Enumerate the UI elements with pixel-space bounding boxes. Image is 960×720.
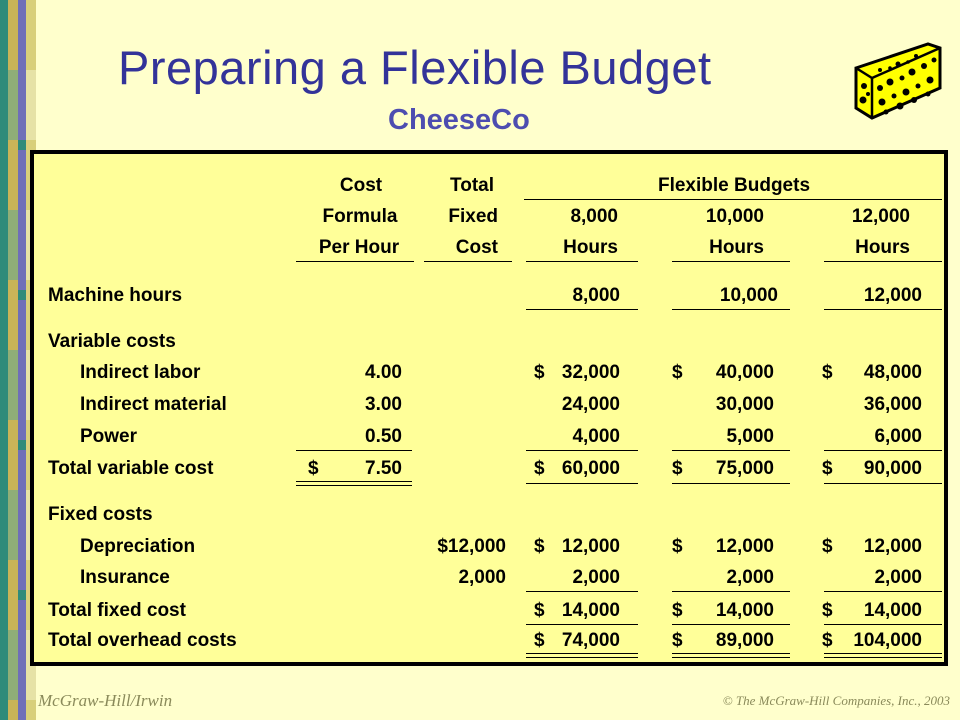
insurance-fixed: 2,000 — [458, 567, 506, 588]
total-overhead-12000: 104,000 — [853, 630, 922, 651]
row-label-total-fixed-cost: Total fixed cost — [48, 600, 186, 621]
header-col12-1: 12,000 — [851, 206, 910, 227]
total-overhead-double-underline — [526, 653, 638, 658]
indirect-labor-rate: 4.00 — [365, 362, 402, 383]
row-label-indirect-material: Indirect material — [80, 394, 227, 415]
total-fixed-12000: 14,000 — [863, 600, 922, 621]
insurance-underline — [526, 591, 638, 592]
dollar-sign: $ — [534, 536, 545, 557]
header-col8-2: Hours — [563, 237, 618, 258]
header-cost-formula-3: Per Hour — [318, 237, 400, 258]
header-col8-1: 8,000 — [570, 206, 618, 227]
row-label-machine-hours: Machine hours — [48, 285, 183, 306]
total-fixed-10000: 14,000 — [715, 600, 774, 621]
indirect-labor-10000: 40,000 — [715, 362, 774, 383]
header-total-fixed-2: Fixed — [448, 206, 498, 227]
header-total-fixed-3: Cost — [455, 237, 498, 258]
dollar-sign: $ — [822, 458, 833, 479]
row-label-depreciation: Depreciation — [80, 536, 196, 557]
power-underline — [526, 450, 638, 451]
dollar-sign: $ — [672, 630, 683, 651]
insurance-underline — [672, 591, 790, 592]
copyright-text: © The McGraw-Hill Companies, Inc., 2003 — [722, 693, 950, 708]
machine-hours-12000: 12,000 — [863, 285, 922, 306]
dollar-sign: $ — [822, 600, 833, 621]
indirect-material-8000: 24,000 — [561, 394, 620, 415]
machine-hours-8000: 8,000 — [572, 285, 620, 306]
slide-title: Preparing a Flexible Budget — [118, 41, 712, 94]
dollar-sign: $ — [308, 458, 319, 479]
machine-hours-underline — [526, 309, 638, 310]
total-variable-8000: 60,000 — [561, 458, 620, 479]
total-variable-underline — [672, 483, 790, 484]
header-col10-1: 10,000 — [705, 206, 764, 227]
power-rate: 0.50 — [365, 426, 402, 447]
dollar-sign: $ — [672, 362, 683, 383]
cheese-icon — [850, 38, 944, 122]
header-cost-formula-2: Formula — [322, 206, 398, 227]
insurance-8000: 2,000 — [572, 567, 620, 588]
total-variable-underline — [526, 483, 638, 484]
row-label-total-variable-cost: Total variable cost — [48, 458, 214, 479]
dollar-sign: $ — [534, 600, 545, 621]
power-underline — [824, 450, 942, 451]
dollar-sign: $ — [534, 630, 545, 651]
header-cost-formula-1: Cost — [339, 175, 383, 196]
header-underline — [526, 261, 638, 262]
section-variable-costs: Variable costs — [48, 331, 176, 352]
total-overhead-10000: 89,000 — [715, 630, 774, 651]
machine-hours-10000: 10,000 — [719, 285, 778, 306]
row-label-indirect-labor: Indirect labor — [80, 362, 201, 383]
dollar-sign: $ — [672, 600, 683, 621]
header-col10-2: Hours — [709, 237, 764, 258]
power-10000: 5,000 — [726, 426, 774, 447]
row-label-insurance: Insurance — [80, 567, 170, 588]
total-variable-rate: 7.50 — [365, 458, 402, 479]
indirect-labor-12000: 48,000 — [863, 362, 922, 383]
machine-hours-underline — [672, 309, 790, 310]
total-variable-double-underline — [296, 481, 412, 486]
power-underline — [296, 450, 412, 451]
header-underline — [824, 261, 942, 262]
total-variable-12000: 90,000 — [863, 458, 922, 479]
power-8000: 4,000 — [572, 426, 620, 447]
publisher-logo-text: McGraw-Hill/Irwin — [38, 691, 173, 710]
header-underline — [524, 199, 942, 200]
depreciation-12000: 12,000 — [863, 536, 922, 557]
header-underline — [424, 261, 512, 262]
total-overhead-double-underline — [824, 653, 942, 658]
total-overhead-double-underline — [672, 653, 790, 658]
depreciation-10000: 12,000 — [715, 536, 774, 557]
dollar-sign: $ — [534, 362, 545, 383]
indirect-labor-8000: 32,000 — [561, 362, 620, 383]
section-fixed-costs: Fixed costs — [48, 504, 153, 525]
insurance-10000: 2,000 — [726, 567, 774, 588]
total-fixed-underline — [672, 624, 790, 625]
depreciation-fixed: $12,000 — [437, 536, 506, 557]
total-variable-10000: 75,000 — [715, 458, 774, 479]
header-underline — [296, 261, 414, 262]
total-fixed-8000: 14,000 — [561, 600, 620, 621]
dollar-sign: $ — [672, 458, 683, 479]
flexible-budget-table — [30, 150, 948, 666]
insurance-underline — [824, 591, 942, 592]
slide-subtitle: CheeseCo — [388, 104, 530, 136]
total-overhead-8000: 74,000 — [561, 630, 620, 651]
total-variable-underline — [824, 483, 942, 484]
depreciation-8000: 12,000 — [561, 536, 620, 557]
machine-hours-underline — [824, 309, 942, 310]
power-12000: 6,000 — [874, 426, 922, 447]
dollar-sign: $ — [822, 536, 833, 557]
insurance-12000: 2,000 — [874, 567, 922, 588]
dollar-sign: $ — [672, 536, 683, 557]
header-total-fixed-1: Total — [450, 175, 494, 196]
indirect-material-10000: 30,000 — [715, 394, 774, 415]
power-underline — [672, 450, 790, 451]
dollar-sign: $ — [822, 362, 833, 383]
dollar-sign: $ — [822, 630, 833, 651]
row-label-power: Power — [80, 426, 138, 447]
header-col12-2: Hours — [855, 237, 910, 258]
indirect-material-12000: 36,000 — [863, 394, 922, 415]
row-label-total-overhead-costs: Total overhead costs — [48, 630, 237, 651]
indirect-material-rate: 3.00 — [365, 394, 402, 415]
header-flexible-budgets: Flexible Budgets — [657, 175, 811, 196]
dollar-sign: $ — [534, 458, 545, 479]
total-fixed-underline — [526, 624, 638, 625]
header-underline — [672, 261, 790, 262]
total-fixed-underline — [824, 624, 942, 625]
